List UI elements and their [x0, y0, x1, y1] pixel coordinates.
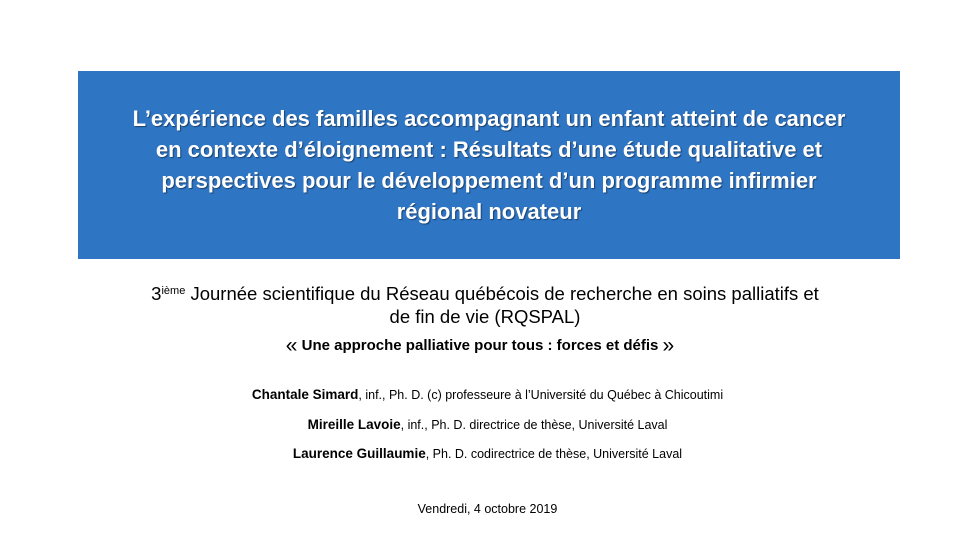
event-ordinal-suffix: ième — [161, 285, 186, 297]
event-ordinal: 3 — [151, 283, 162, 304]
title-line: L’expérience des familles accompagnant un enfant atteint de cancer — [132, 106, 846, 131]
event-line1: Journée scientifique du Réseau québécois de recherche en soins palliatifs et — [185, 283, 819, 304]
title-banner — [78, 71, 900, 259]
theme-text: Une approche palliative pour tous : forces et défis — [301, 337, 659, 354]
event-theme — [60, 334, 900, 358]
title-line: perspectives pour le développement d’un programme infirmier — [161, 168, 817, 193]
author-line — [60, 446, 915, 461]
theme-close-quote: » — [662, 334, 675, 357]
title-line: régional novateur — [396, 199, 582, 224]
author-details: , inf., Ph. D. directrice de thèse, Université Laval — [400, 418, 668, 432]
author-details: , inf., Ph. D. (c) professeure à l’Université du Québec à Chicoutimi — [358, 388, 724, 402]
presentation-title — [133, 103, 846, 227]
author-name: Mireille Lavoie — [307, 417, 401, 432]
title-line: en contexte d’éloignement : Résultats d’une étude qualitative et — [155, 137, 823, 162]
author-line — [60, 417, 915, 432]
author-line — [60, 387, 915, 402]
author-details: , Ph. D. codirectrice de thèse, Université Laval — [425, 447, 683, 461]
author-name: Chantale Simard — [251, 387, 359, 402]
author-name: Laurence Guillaumie — [292, 446, 426, 461]
theme-open-quote: « — [285, 334, 298, 357]
event-line2: de fin de vie (RQSPAL) — [389, 306, 581, 327]
presentation-date: Vendredi, 4 octobre 2019 — [417, 502, 558, 516]
event-name — [80, 282, 890, 328]
